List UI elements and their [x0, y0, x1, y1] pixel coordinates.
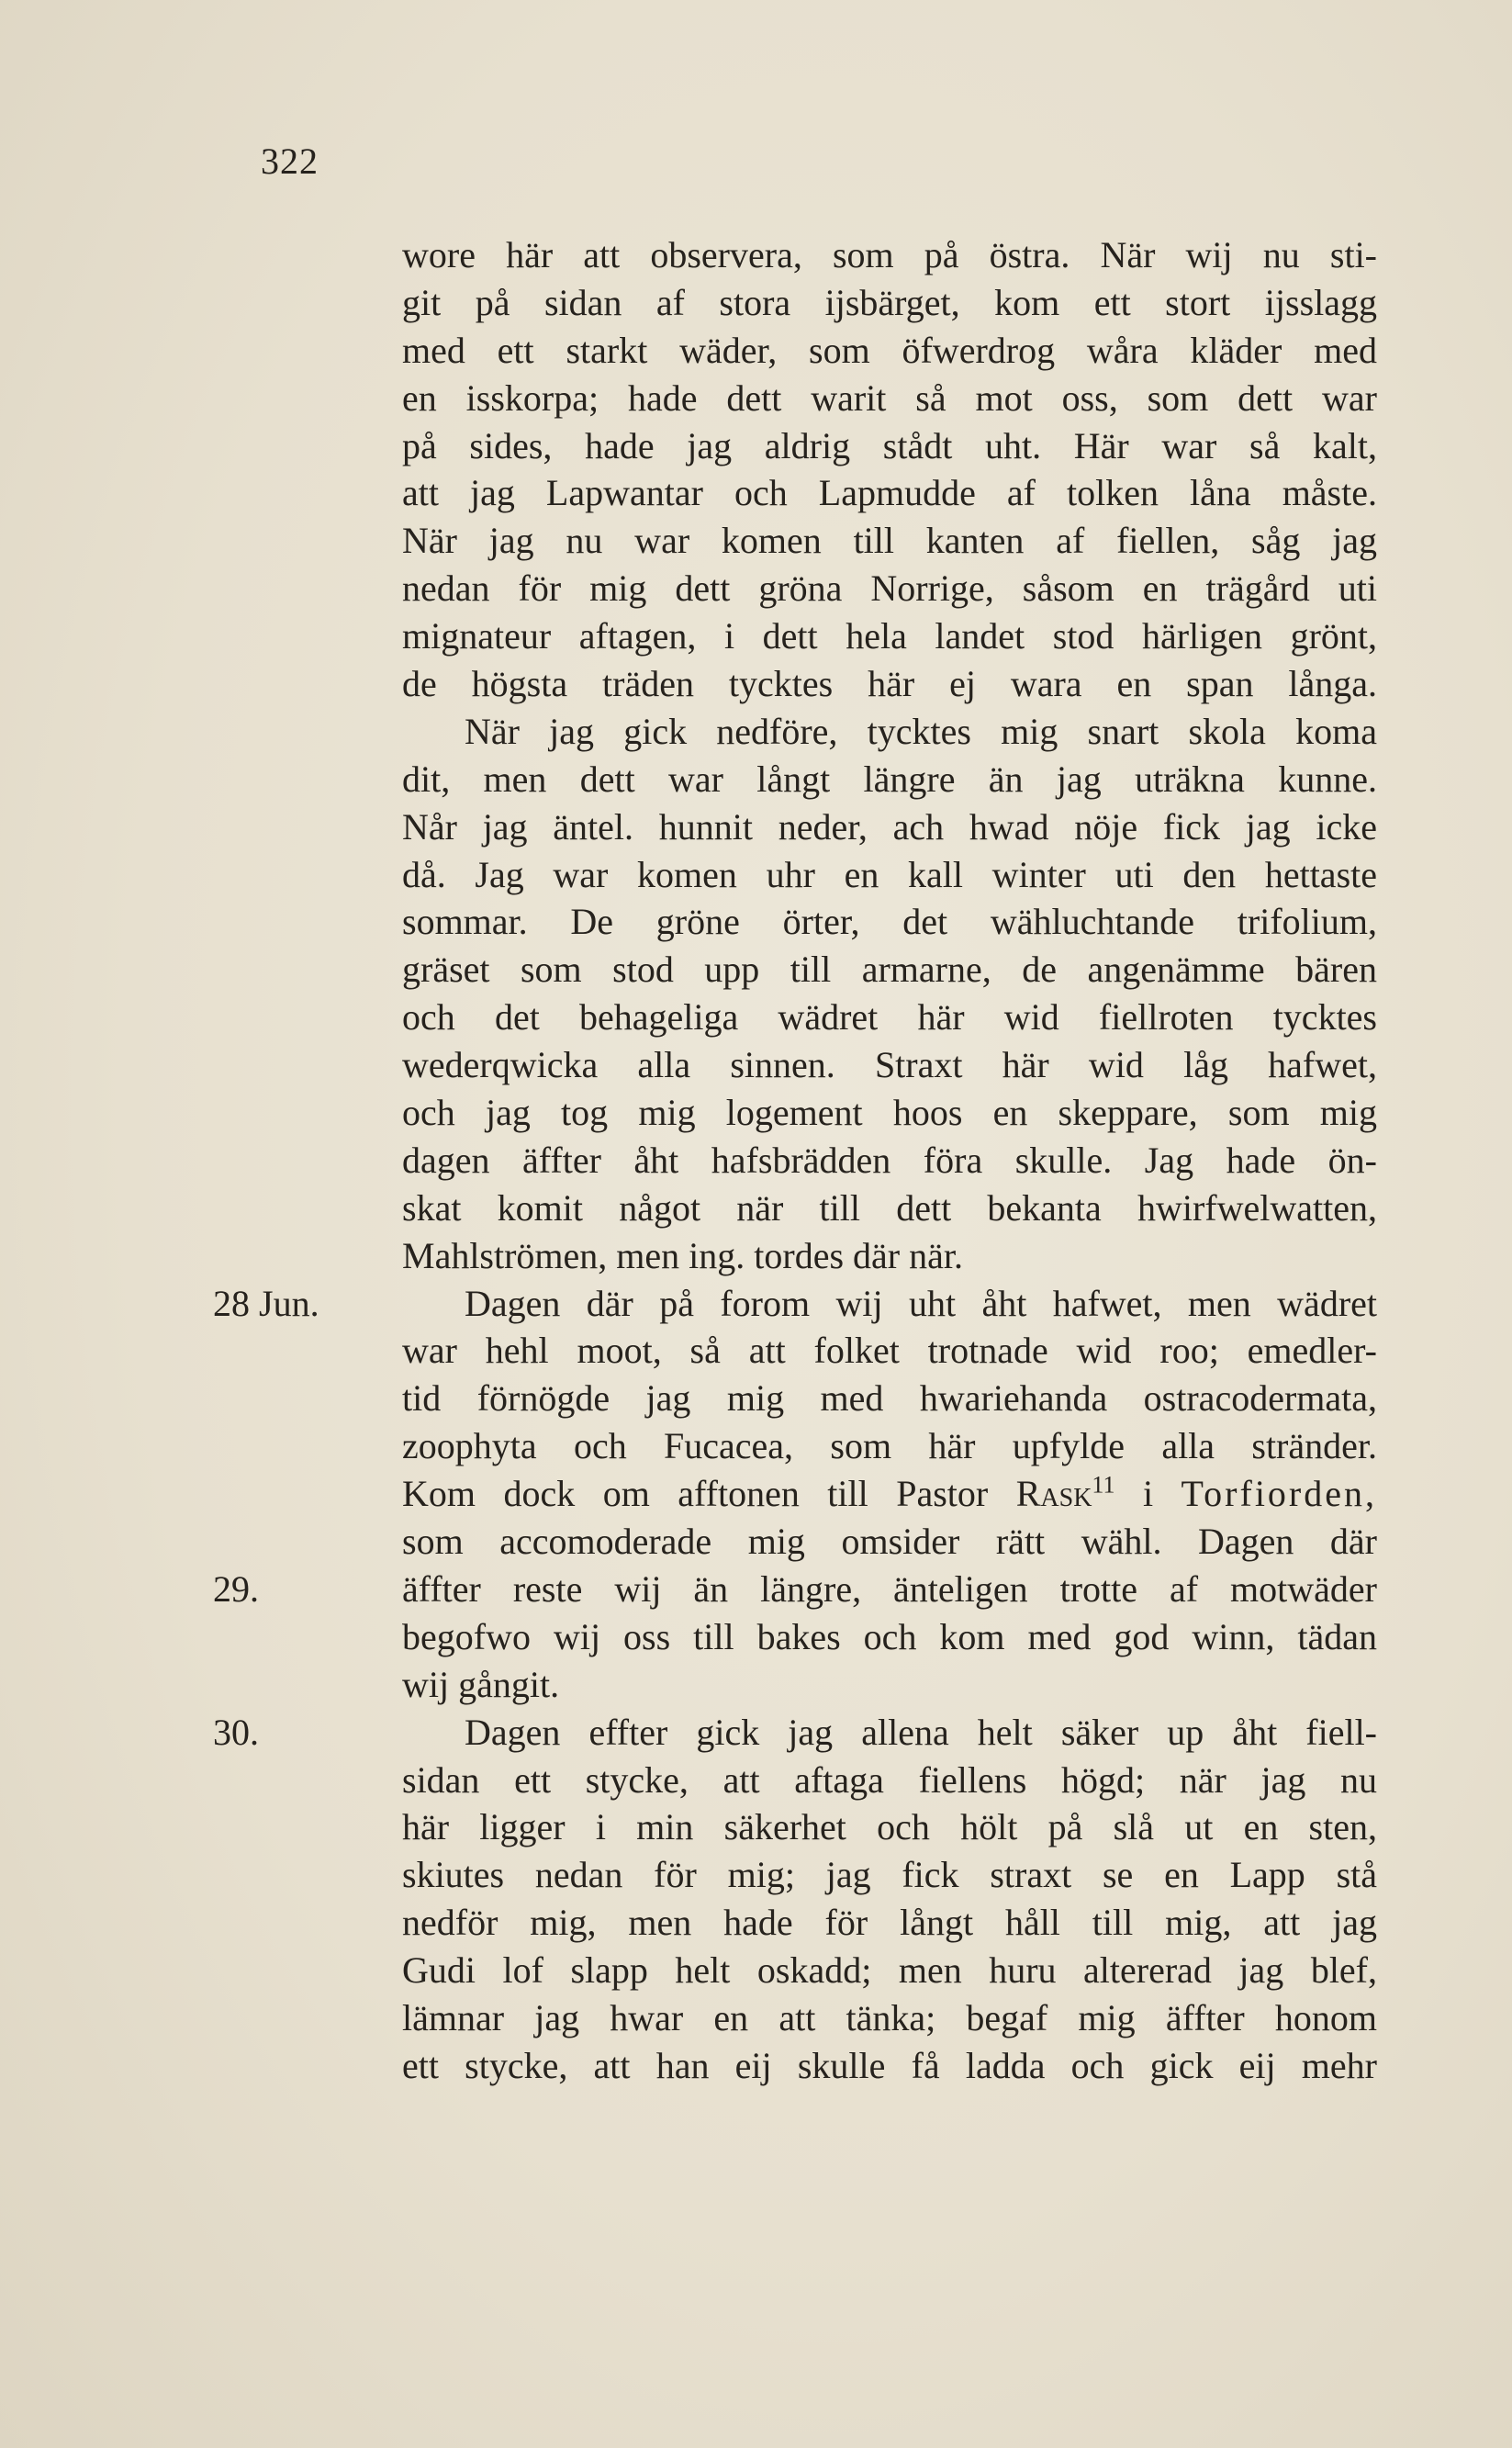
text-line: När jag gick nedföre, tycktes mig snart skola koma — [465, 710, 1377, 752]
text-line: Gudi lof slapp helt oskadd; men huru altererad jag blef, — [402, 1949, 1377, 1992]
text-segment: i — [1114, 1473, 1182, 1515]
text-line: wore här att observera, som på östra. När wij nu sti- — [402, 234, 1377, 275]
margin-date-29: 29. — [213, 1568, 259, 1610]
text-line: wij gångit. — [402, 1663, 560, 1705]
person-name: Rask — [1015, 1473, 1092, 1515]
text-line: på sides, hade jag aldrig stådt uht. Här war så kalt, — [402, 424, 1377, 466]
text-line: och det behageliga wädret här wid fiellroten tycktes — [402, 996, 1377, 1039]
text-line: gräset som stod upp till armarne, de angenämme bären — [402, 949, 1377, 991]
text-line: ett stycke, att han eij skulle få ladda och gick eij mehr — [402, 2044, 1377, 2086]
text-line: äffter reste wij än längre, änteligen trotte af motwäder — [402, 1567, 1377, 1610]
text-line: att jag Lapwantar och Lapmudde af tolken låna måste. — [402, 472, 1377, 514]
text-line: sommar. De gröne örter, det wähluchtande trifolium, — [402, 901, 1377, 943]
text-line: wederqwicka alla sinnen. Straxt här wid låg hafwet, — [402, 1044, 1377, 1086]
footnote-marker: 11 — [1092, 1471, 1115, 1499]
text-line: war hehl moot, så att folket trotnade wid roo; emedler- — [402, 1330, 1377, 1372]
text-segment: Kom dock om afftonen till Pastor — [402, 1473, 1016, 1515]
text-line: dagen äffter åht hafsbrädden föra skulle. Jag hade ön- — [402, 1139, 1377, 1181]
body-text — [402, 231, 1377, 2090]
text-line: zoophyta och Fucacea, som här upfylde alla stränder. — [402, 1425, 1377, 1467]
text-line: nedför mig, men hade för långt håll till mig, att jag — [402, 1902, 1377, 1944]
text-line: skat komit något när till dett bekanta hwirfwelwatten, — [402, 1186, 1377, 1229]
text-line: sidan ett stycke, att aftaga fiellens högd; när jag nu — [402, 1758, 1377, 1801]
text-line: en isskorpa; hade dett warit så mot oss, som dett war — [402, 376, 1377, 419]
place-name: Torfiorden, — [1181, 1473, 1377, 1515]
text-line: och jag tog mig logement hoos en skeppare, som mig — [402, 1092, 1377, 1134]
text-line: Dagen effter gick jag allena helt säker up åht fiell- — [465, 1711, 1377, 1753]
margin-date-30: 30. — [213, 1712, 259, 1753]
text-line: då. Jag war komen uhr en kall winter uti den hettaste — [402, 853, 1377, 895]
text-line: här ligger i min säkerhet och hölt på slå ut en sten, — [402, 1806, 1377, 1848]
page-number: 322 — [261, 140, 319, 182]
text-line: Mahlströmen, men ing. tordes där när. — [402, 1234, 963, 1276]
text-line: lämnar jag hwar en att tänka; begaf mig äffter honom — [402, 1996, 1377, 2038]
margin-date-28-jun: 28 Jun. — [213, 1283, 319, 1324]
text-line: Når jag äntel. hunnit neder, ach hwad nöje fick jag icke — [402, 805, 1377, 848]
text-line-with-name — [402, 1470, 1377, 1518]
text-line: Dagen där på forom wij uht åht hafwet, men wädret — [465, 1282, 1377, 1324]
text-line: begofwo wij oss till bakes och kom med god winn, tädan — [402, 1615, 1377, 1657]
text-line: de högsta träden tycktes här ej wara en span långa. — [402, 663, 1377, 705]
text-line: med ett starkt wäder, som öfwerdrog wåra kläder med — [402, 329, 1377, 371]
text-line: När jag nu war komen till kanten af fiellen, såg jag — [402, 520, 1377, 562]
text-line: skiutes nedan för mig; jag fick straxt se en Lapp stå — [402, 1854, 1377, 1896]
text-line: mignateur aftagen, i dett hela landet stod härligen grönt, — [402, 615, 1377, 657]
text-line: som accomoderade mig omsider rätt wähl. Dagen där — [402, 1521, 1377, 1563]
text-line: git på sidan af stora ijsbärget, kom ett stort ijsslagg — [402, 281, 1377, 323]
text-line: dit, men dett war långt längre än jag uträkna kunne. — [402, 758, 1377, 800]
text-line: nedan för mig dett gröna Norrige, såsom en trägård uti — [402, 567, 1377, 610]
text-line: tid förnögde jag mig med hwariehanda ostracodermata, — [402, 1377, 1377, 1420]
